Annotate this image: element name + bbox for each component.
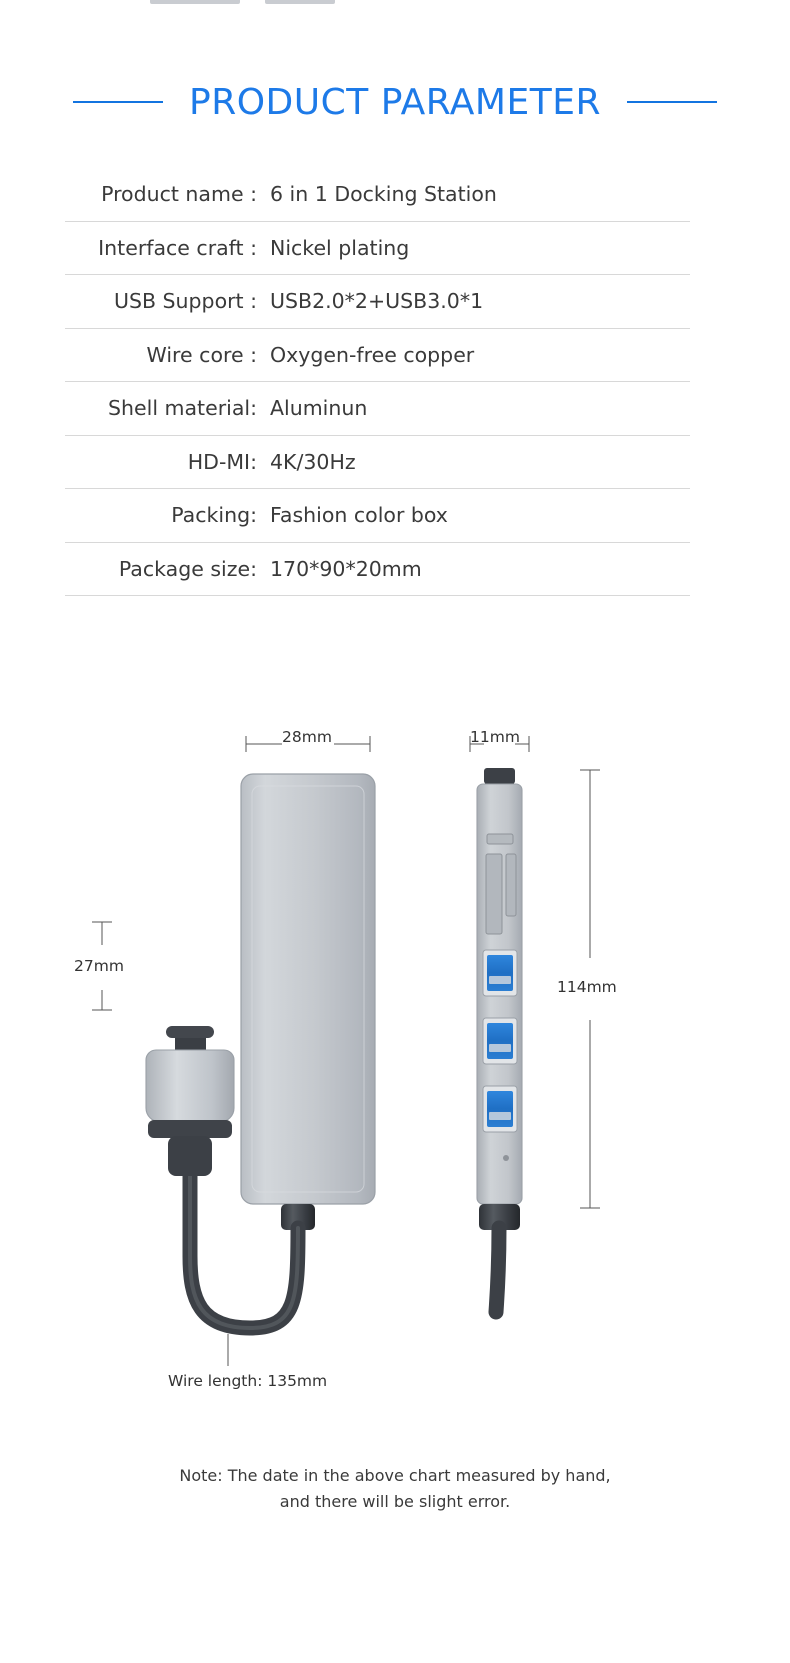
page-title: PRODUCT PARAMETER xyxy=(189,81,601,123)
product-dimension-diagram xyxy=(0,700,790,1420)
table-row xyxy=(65,382,690,436)
spec-value: 170*90*20mm xyxy=(270,556,422,581)
spec-label: Shell material: xyxy=(108,396,257,421)
spec-value: 6 in 1 Docking Station xyxy=(270,182,497,207)
top-cutoff-graphic xyxy=(0,0,790,10)
dimension-drawing-svg xyxy=(0,700,790,1420)
spec-table xyxy=(65,168,690,596)
note-line-2: and there will be slight error. xyxy=(279,1492,511,1511)
spec-label: Wire core : xyxy=(146,342,257,367)
spec-value: Fashion color box xyxy=(270,503,448,528)
spec-value: 4K/30Hz xyxy=(270,449,356,474)
width-dimension-label: 28mm xyxy=(282,728,332,746)
title-rule-right xyxy=(627,101,717,103)
spec-label: USB Support : xyxy=(113,289,257,314)
table-row xyxy=(65,168,690,222)
table-row xyxy=(65,436,690,490)
connector-height-dimension-label: 27mm xyxy=(74,957,124,975)
spec-label: Packing: xyxy=(171,503,257,528)
page-title-row xyxy=(0,74,790,130)
spec-label: Product name : xyxy=(101,182,257,207)
spec-value: Oxygen-free copper xyxy=(270,342,475,367)
wire-length-label: Wire length: 135mm xyxy=(168,1372,328,1390)
table-row xyxy=(65,543,690,597)
spec-label: Package size: xyxy=(118,556,257,581)
spec-label: HD-MI: xyxy=(187,449,257,474)
side-width-dimension-label: 11mm xyxy=(470,728,520,746)
body-height-dimension-label: 114mm xyxy=(557,978,617,996)
note-line-1: Note: The date in the above chart measured by hand, xyxy=(179,1466,611,1485)
table-row xyxy=(65,329,690,383)
title-rule-left xyxy=(73,101,163,103)
spec-value: Nickel plating xyxy=(270,235,410,260)
table-row xyxy=(65,275,690,329)
spec-value: USB2.0*2+USB3.0*1 xyxy=(270,289,484,314)
table-row xyxy=(65,489,690,543)
spec-value: Aluminun xyxy=(270,396,368,421)
spec-label: Interface craft : xyxy=(98,235,257,260)
table-row xyxy=(65,222,690,276)
